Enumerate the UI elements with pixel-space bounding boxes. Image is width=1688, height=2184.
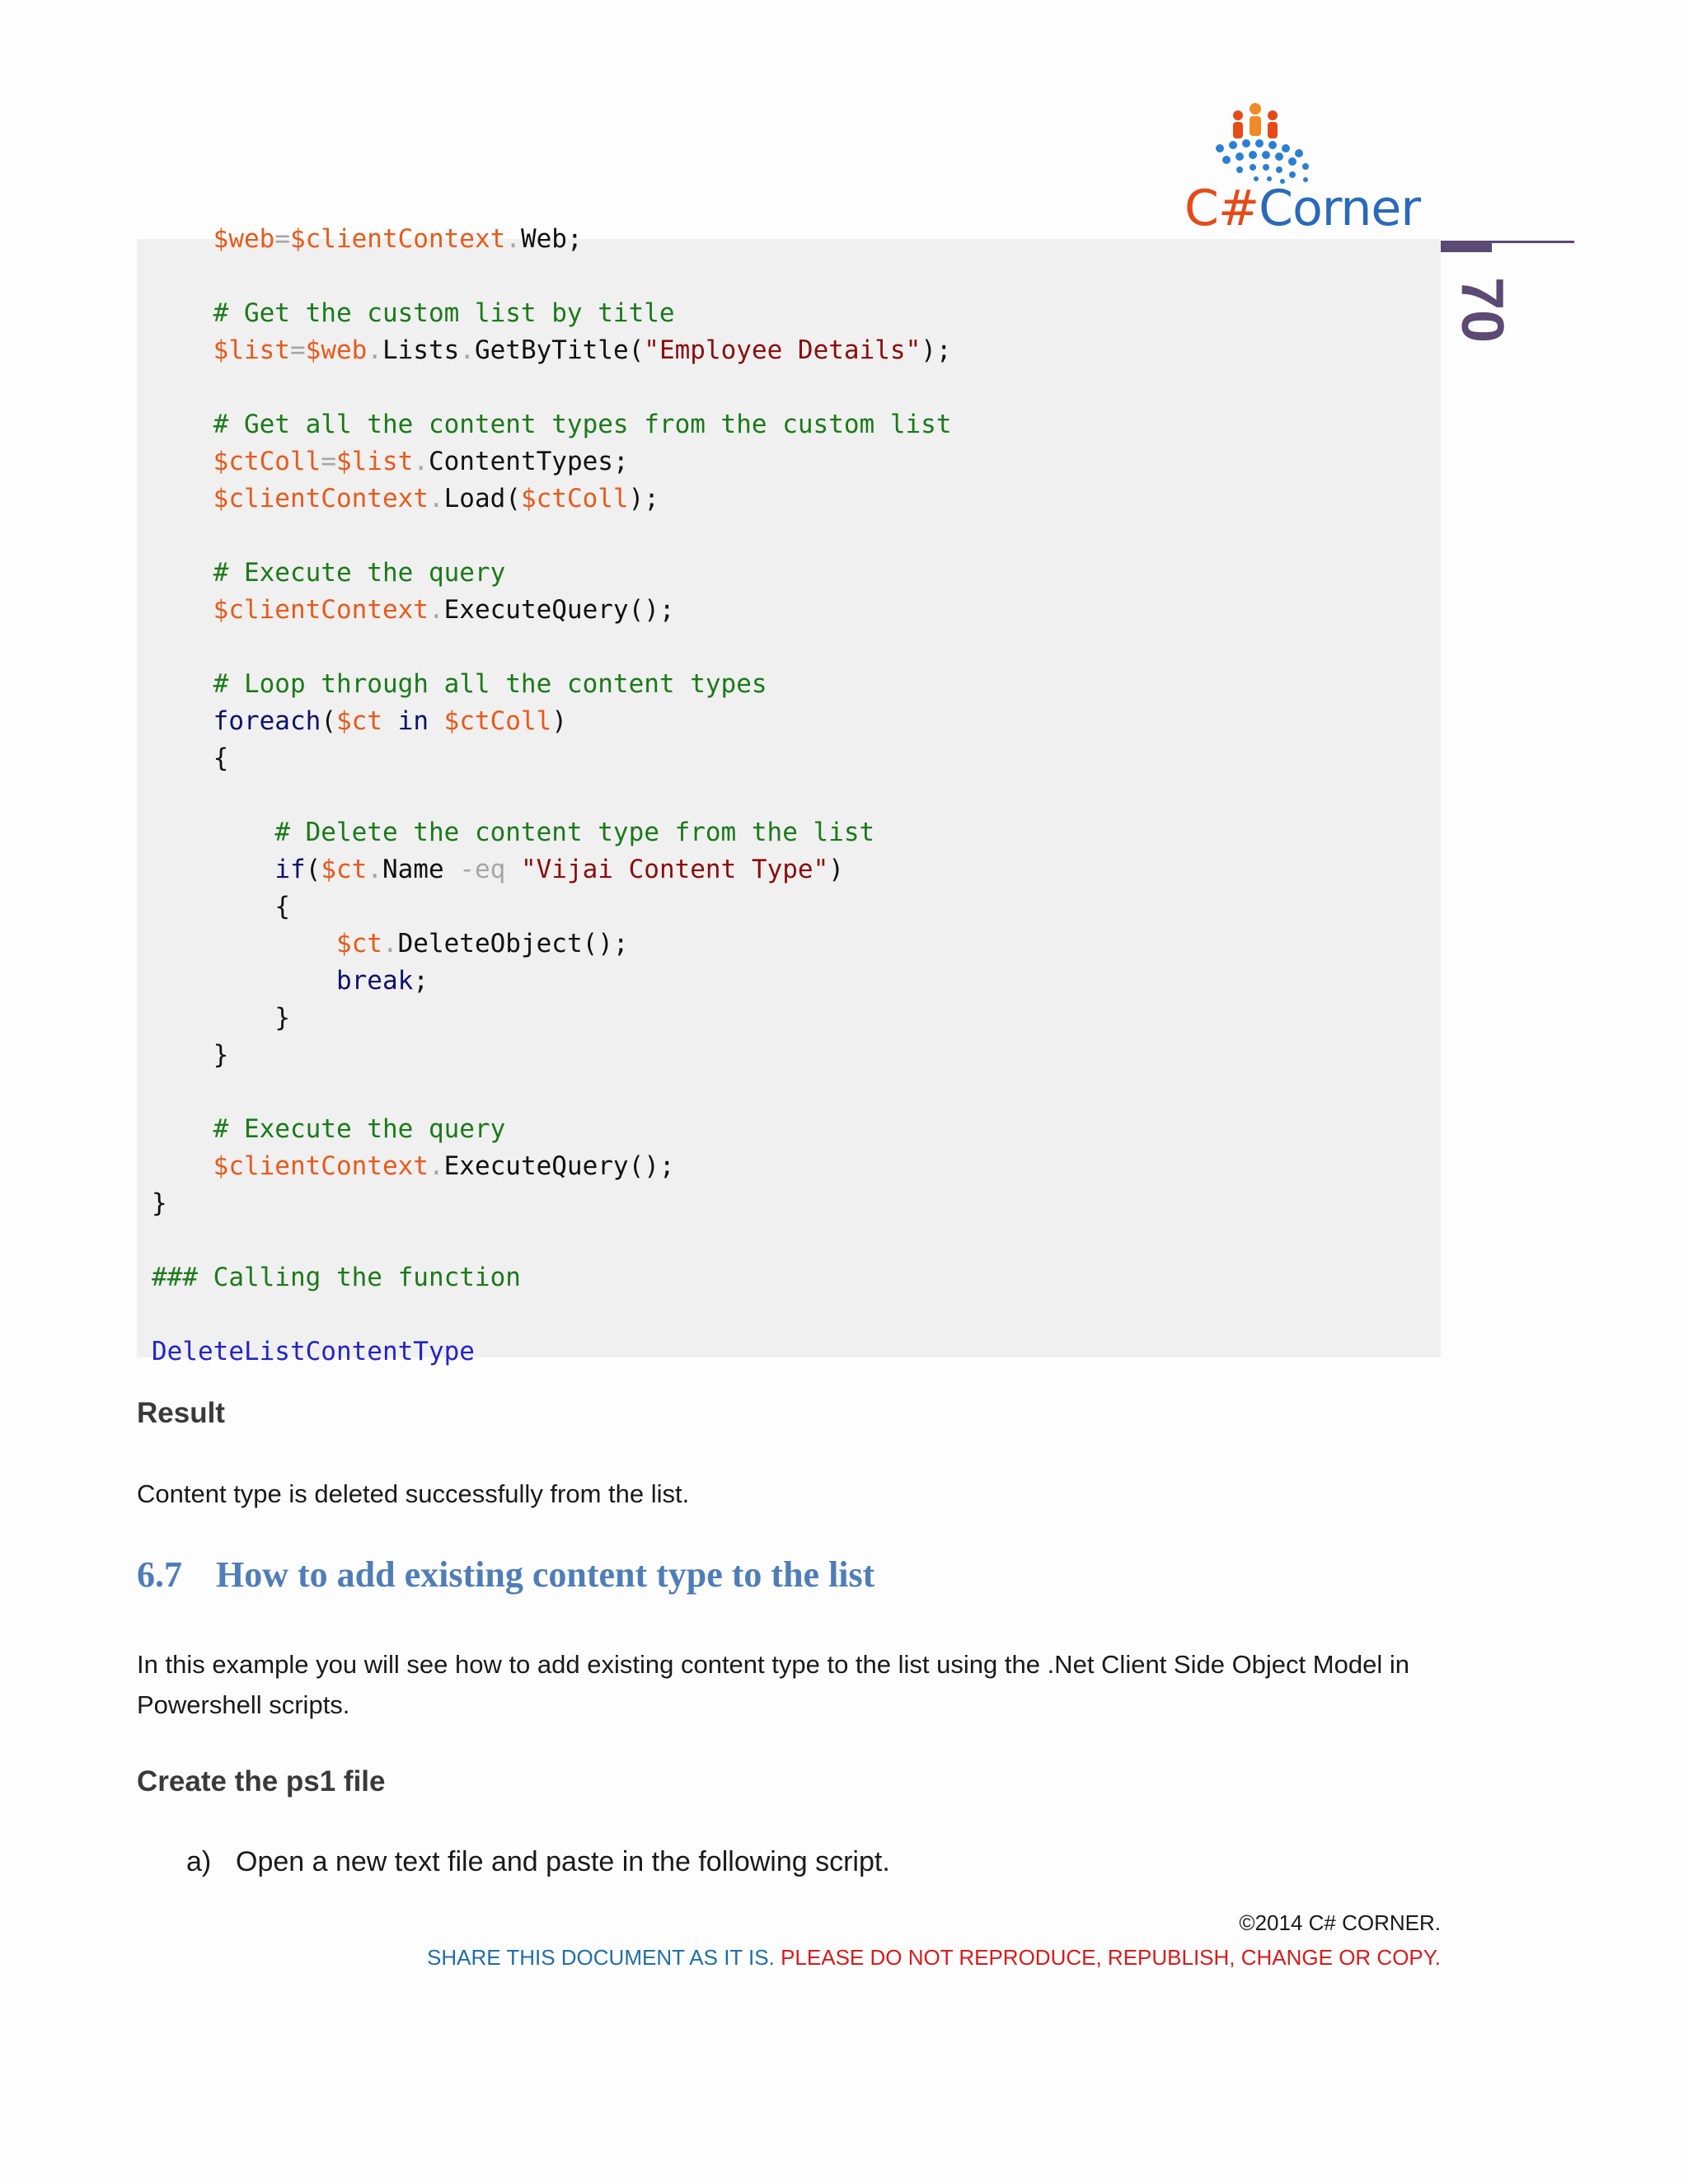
code-token: $clientContext (213, 595, 429, 625)
code-token: } (152, 1188, 167, 1218)
code-token: ExecuteQuery(); (443, 1151, 675, 1181)
code-line (152, 705, 567, 738)
code-token: $ctColl (443, 706, 552, 736)
csharp-corner-logo (1170, 97, 1434, 246)
page-number-bar (1441, 241, 1492, 252)
code-token (152, 447, 213, 476)
code-token: { (213, 743, 229, 773)
code-token: ); (628, 484, 659, 513)
code-token: = (321, 447, 336, 476)
code-token: . (505, 224, 521, 254)
code-token: . (413, 447, 429, 476)
code-line (152, 556, 505, 589)
code-token: # Execute the query (213, 558, 506, 588)
code-token: ExecuteQuery(); (443, 595, 675, 625)
code-token (152, 743, 213, 773)
code-line (152, 445, 629, 478)
code-token: $ct (321, 855, 368, 884)
code-token: if (274, 855, 306, 884)
logo-globe-icon (1187, 97, 1418, 188)
code-line (152, 593, 675, 626)
code-token (152, 298, 213, 328)
logo-text (1170, 180, 1434, 237)
code-line (152, 1335, 475, 1368)
code-line (152, 1038, 228, 1071)
code-token: Lists (382, 335, 460, 365)
code-line (152, 853, 844, 886)
code-token: ( (305, 855, 321, 884)
code-token: $web (213, 224, 275, 254)
code-line (152, 408, 952, 441)
code-token: = (289, 335, 306, 365)
code-token: # Delete the content type from the list (274, 818, 875, 847)
code-line (152, 964, 429, 997)
code-line (152, 334, 952, 367)
code-token: $ct (335, 706, 382, 736)
result-heading: Result (137, 1397, 225, 1429)
code-token: ContentTypes; (428, 447, 629, 476)
code-token (152, 1003, 274, 1033)
code-token (152, 929, 336, 958)
code-line (152, 297, 675, 330)
code-token: = (274, 224, 290, 254)
code-token: Web; (520, 224, 583, 254)
code-token: foreach (213, 706, 321, 736)
code-token (152, 855, 274, 884)
code-token: ) (828, 855, 844, 884)
code-line (152, 890, 290, 923)
code-token: $web (305, 335, 368, 365)
code-line (152, 1113, 505, 1146)
code-token (152, 558, 213, 588)
code-token: . (382, 929, 398, 958)
code-token (152, 1151, 213, 1181)
code-token: . (367, 855, 382, 884)
code-line (152, 1261, 521, 1294)
code-token: # Loop through all the content types (213, 669, 767, 699)
code-token: $clientContext (213, 484, 429, 513)
code-token (152, 818, 274, 847)
code-line (152, 927, 629, 960)
code-token: . (428, 1151, 444, 1181)
code-token (152, 1040, 213, 1070)
step-a-marker: a) (186, 1846, 212, 1877)
code-token: $clientContext (213, 1151, 429, 1181)
step-a (186, 1846, 890, 1878)
logo-text-csharp: C# (1184, 180, 1259, 237)
share-notice (427, 1945, 1441, 1971)
code-token: ); (921, 335, 952, 365)
code-token (152, 335, 213, 365)
code-line (152, 223, 583, 255)
result-text: Content type is deleted successfully from the list. (137, 1479, 690, 1508)
code-token: $clientContext (289, 224, 506, 254)
code-token (152, 484, 213, 513)
intro-paragraph: In this example you will see how to add existing content type to the list using the .Net Client Side Object Model in Powershell scripts. (137, 1650, 1409, 1719)
code-token: DeleteListContentType (152, 1337, 475, 1366)
code-line (152, 816, 874, 849)
code-token: -eq (443, 855, 521, 884)
code-token: Name (382, 855, 444, 884)
code-token: . (428, 484, 444, 513)
code-token: $list (335, 447, 414, 476)
code-token (152, 595, 213, 625)
section-heading (137, 1554, 874, 1596)
warning-text: PLEASE DO NOT REPRODUCE, REPUBLISH, CHANGE OR COPY. (781, 1945, 1441, 1970)
code-line (152, 742, 228, 775)
code-token (152, 706, 213, 736)
code-token: } (274, 1003, 290, 1033)
code-token: # Get all the content types from the custom list (213, 410, 952, 439)
code-line (152, 1187, 167, 1220)
create-heading: Create the ps1 file (137, 1765, 386, 1797)
code-token (152, 224, 213, 254)
code-token (429, 706, 444, 736)
code-token (152, 410, 213, 439)
code-line (152, 1150, 675, 1183)
code-token (382, 706, 398, 736)
code-token: ### Calling the function (152, 1263, 521, 1292)
page-number (1441, 260, 1523, 359)
code-line (152, 1001, 290, 1034)
code-token: # Get the custom list by title (213, 298, 675, 328)
code-token: in (397, 706, 429, 736)
code-token (152, 966, 336, 996)
code-token: $ctColl (213, 447, 321, 476)
section-number: 6.7 (137, 1554, 182, 1595)
code-token: "Vijai Content Type" (520, 855, 829, 884)
code-token: ( (321, 706, 336, 736)
code-block (137, 224, 1441, 1366)
code-token: $ct (335, 929, 382, 958)
code-token: Load( (443, 484, 521, 513)
code-token: . (459, 335, 475, 365)
share-text: SHARE THIS DOCUMENT AS IT IS. (426, 1945, 775, 1970)
code-token: ; (413, 966, 429, 996)
code-token (152, 892, 274, 921)
code-token: } (213, 1040, 229, 1070)
logo-text-corner: Corner (1259, 180, 1420, 237)
code-token: . (367, 335, 382, 365)
code-token: $ctColl (520, 484, 629, 513)
code-token: $list (213, 335, 290, 365)
code-token: { (274, 892, 290, 921)
code-token: DeleteObject(); (397, 929, 629, 958)
code-token (152, 669, 213, 699)
copyright-notice: ©2014 C# CORNER. (1239, 1910, 1441, 1935)
step-a-text: Open a new text file and paste in the following script. (236, 1846, 890, 1877)
section-title: How to add existing content type to the list (216, 1554, 875, 1595)
page-number-text: 70 (1449, 276, 1515, 344)
code-token: # Execute the query (213, 1114, 506, 1144)
code-line (152, 668, 767, 701)
code-token: ) (551, 706, 567, 736)
code-line (152, 482, 659, 515)
code-token: . (428, 595, 444, 625)
code-token: GetByTitle( (474, 335, 645, 365)
code-token (152, 1114, 213, 1144)
code-token: "Employee Details" (644, 335, 921, 365)
code-token: break (335, 966, 414, 996)
